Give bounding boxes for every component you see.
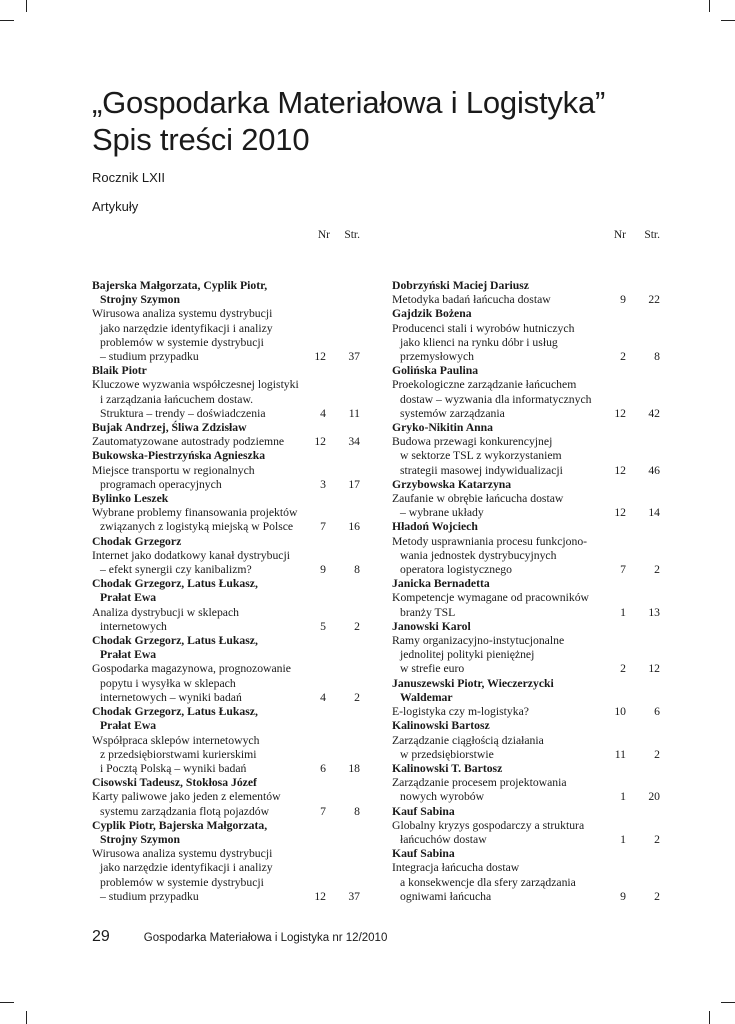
page-ref: 12 bbox=[648, 662, 660, 676]
entry-title bbox=[92, 734, 360, 777]
title-line: w strefie euro bbox=[400, 662, 465, 676]
index-entry bbox=[392, 805, 660, 848]
author-line: Chodak Grzegorz, Latus Łukasz, bbox=[92, 577, 258, 591]
title-line: Miejsce transportu w regionalnych bbox=[92, 463, 255, 477]
issue-number: 10 bbox=[614, 705, 626, 719]
author-line: Chodak Grzegorz bbox=[92, 534, 182, 548]
title-line: Zautomatyzowane autostrady podziemne bbox=[92, 435, 285, 449]
author-line: Bajerska Małgorzata, Cyplik Piotr, bbox=[92, 279, 268, 292]
title-line: z przedsiębiorstwami kurierskimi bbox=[100, 747, 257, 761]
issue-number: 12 bbox=[614, 506, 626, 520]
title-line: – studium przypadku bbox=[100, 889, 199, 903]
title-line: Analiza dystrybucji w sklepach bbox=[92, 605, 240, 619]
title-line: Ramy organizacyjno-instytucjonalne bbox=[392, 634, 565, 648]
entry-authors bbox=[392, 677, 660, 705]
crop-mark-bottom-right-h bbox=[721, 1002, 735, 1003]
entry-title bbox=[392, 293, 660, 307]
title-line: Metody usprawniania procesu funkcjono- bbox=[392, 534, 588, 548]
index-entry bbox=[92, 705, 360, 776]
entry-title bbox=[92, 847, 360, 904]
entry-numbers bbox=[286, 350, 360, 364]
title-line: i Pocztą Polską – wyniki badań bbox=[100, 761, 247, 775]
index-entry bbox=[92, 449, 360, 492]
page-ref: 11 bbox=[348, 406, 360, 420]
page-ref: 13 bbox=[648, 605, 660, 619]
entry-authors bbox=[92, 776, 360, 790]
page-ref: 16 bbox=[348, 520, 360, 534]
title-line: przemysłowych bbox=[400, 350, 474, 364]
index-column-left bbox=[92, 279, 360, 904]
entry-authors bbox=[392, 421, 660, 435]
entry-authors bbox=[392, 478, 660, 492]
entry-numbers bbox=[586, 464, 660, 478]
issue-number: 7 bbox=[320, 804, 326, 818]
entry-authors bbox=[392, 805, 660, 819]
column-header-nr: Nr bbox=[613, 229, 626, 241]
author-line: Grzybowska Katarzyna bbox=[392, 477, 512, 491]
index-entry bbox=[392, 364, 660, 421]
page-ref: 22 bbox=[648, 293, 660, 307]
title-line: systemu zarządzania flotą pojazdów bbox=[100, 804, 270, 818]
title-line: Internet jako dodatkowy kanał dystrybucji bbox=[92, 548, 290, 562]
page-ref: 46 bbox=[648, 463, 660, 477]
index-entry bbox=[92, 634, 360, 705]
entry-authors bbox=[92, 634, 360, 662]
title-line: Metodyka badań łańcucha dostaw bbox=[392, 293, 551, 307]
title-line: ogniwami łańcucha bbox=[400, 889, 492, 903]
entry-numbers bbox=[286, 762, 360, 776]
author-line: Januszewski Piotr, Wieczerzycki bbox=[392, 676, 554, 690]
entry-authors bbox=[392, 762, 660, 776]
title-line: dostaw – wyzwania dla informatycznych bbox=[400, 392, 592, 406]
entry-authors bbox=[92, 705, 360, 733]
page-ref: 20 bbox=[648, 790, 660, 804]
title-line: internetowych bbox=[100, 619, 167, 633]
title-line: Globalny kryzys gospodarczy a struktura bbox=[392, 818, 585, 832]
issue-number: 12 bbox=[614, 463, 626, 477]
entry-authors bbox=[392, 364, 660, 378]
title-line: – efekt synergii czy kanibalizm? bbox=[100, 563, 252, 577]
title-line: E-logistyka czy m-logistyka? bbox=[392, 705, 529, 719]
entry-numbers bbox=[586, 506, 660, 520]
title-line-2: Spis treści 2010 bbox=[92, 122, 310, 157]
title-line: jednolitej polityki pieniężnej bbox=[400, 648, 535, 662]
issue-number: 12 bbox=[314, 350, 326, 364]
crop-mark-bottom-left-v bbox=[26, 1011, 27, 1024]
issue-number: 4 bbox=[320, 406, 326, 420]
title-line: jako narzędzie identyfikacji i analizy bbox=[100, 861, 273, 875]
entry-title bbox=[392, 634, 660, 677]
page-ref: 14 bbox=[648, 506, 660, 520]
entry-numbers bbox=[586, 790, 660, 804]
index-entry bbox=[392, 677, 660, 720]
title-line: – wybrane układy bbox=[400, 506, 484, 520]
page-ref: 8 bbox=[354, 804, 360, 818]
author-line: Bukowska-Piestrzyńska Agnieszka bbox=[92, 449, 266, 463]
index-entry bbox=[92, 535, 360, 578]
index-entry bbox=[392, 762, 660, 805]
index-entry bbox=[92, 279, 360, 364]
issue-number: 1 bbox=[620, 832, 626, 846]
page-ref: 17 bbox=[348, 477, 360, 491]
title-line: systemów zarządzania bbox=[400, 406, 505, 420]
title-line: a konsekwencje dla sfery zarządzania bbox=[400, 875, 576, 889]
page-ref: 37 bbox=[348, 350, 360, 364]
entry-numbers bbox=[286, 478, 360, 492]
entry-title bbox=[392, 435, 660, 478]
author-line: Gajdzik Bożena bbox=[392, 307, 472, 321]
page-ref: 8 bbox=[654, 350, 660, 364]
author-line: Prałat Ewa bbox=[100, 648, 157, 662]
author-line: Strojny Szymon bbox=[100, 293, 180, 307]
author-line: Kauf Sabina bbox=[392, 804, 455, 818]
entry-numbers bbox=[286, 805, 360, 819]
entry-title bbox=[392, 819, 660, 847]
author-line: Prałat Ewa bbox=[100, 591, 157, 605]
title-line: jako narzędzie identyfikacji i analizy bbox=[100, 321, 273, 335]
title-line: jako klienci na rynku dóbr i usług bbox=[400, 335, 558, 349]
title-line: Wirusowa analiza systemu dystrybucji bbox=[92, 847, 273, 861]
issue-number: 9 bbox=[620, 889, 626, 903]
entry-numbers bbox=[586, 606, 660, 620]
title-line: łańcuchów dostaw bbox=[400, 832, 487, 846]
entry-authors bbox=[92, 421, 360, 435]
title-line: Struktura – trendy – doświadczenia bbox=[100, 406, 266, 420]
column-header-nr: Nr bbox=[317, 229, 330, 241]
entry-numbers bbox=[586, 748, 660, 762]
index-entry bbox=[92, 577, 360, 634]
author-line: Golińska Paulina bbox=[392, 364, 479, 378]
page-footer bbox=[92, 928, 387, 946]
author-line: Kauf Sabina bbox=[392, 847, 455, 861]
page-ref: 18 bbox=[348, 761, 360, 775]
entry-authors bbox=[92, 279, 360, 307]
entry-numbers bbox=[286, 520, 360, 534]
entry-title bbox=[392, 705, 660, 719]
issue-number: 11 bbox=[614, 747, 626, 761]
entry-title bbox=[392, 591, 660, 619]
page-ref: 8 bbox=[354, 563, 360, 577]
entry-numbers bbox=[286, 691, 360, 705]
entry-title bbox=[392, 535, 660, 578]
author-line: Kalinowski Bartosz bbox=[392, 719, 490, 733]
entry-numbers bbox=[586, 890, 660, 904]
crop-mark-top-right-h bbox=[721, 20, 735, 21]
entry-title bbox=[92, 435, 360, 449]
author-line: Cyplik Piotr, Bajerska Małgorzata, bbox=[92, 818, 268, 832]
title-line: związanych z logistyką miejską w Polsce bbox=[100, 520, 294, 534]
entry-numbers bbox=[586, 563, 660, 577]
page-number: 29 bbox=[92, 928, 110, 945]
title-line: Kluczowe wyzwania współczesnej logistyki bbox=[92, 378, 299, 392]
issue-number: 3 bbox=[320, 477, 326, 491]
title-line: i zarządzania łańcuchem dostaw. bbox=[100, 392, 254, 406]
author-line: Prałat Ewa bbox=[100, 719, 157, 733]
issue-number: 9 bbox=[320, 563, 326, 577]
index-entry bbox=[392, 520, 660, 577]
issue-number: 2 bbox=[620, 350, 626, 364]
title-line: Gospodarka magazynowa, prognozowanie bbox=[92, 662, 291, 676]
author-line: Bujak Andrzej, Śliwa Zdzisław bbox=[92, 421, 247, 435]
entry-title bbox=[392, 322, 660, 365]
page-ref: 2 bbox=[354, 690, 360, 704]
entry-numbers bbox=[586, 833, 660, 847]
index-column-right bbox=[392, 279, 660, 904]
title-line: popytu i wysyłka w sklepach bbox=[100, 676, 236, 690]
title-line: operatora logistycznego bbox=[400, 563, 512, 577]
title-line: branży TSL bbox=[400, 605, 456, 619]
issue-number: 12 bbox=[614, 406, 626, 420]
title-line: – studium przypadku bbox=[100, 350, 199, 364]
column-header-str: Str. bbox=[644, 229, 660, 241]
author-line: Bylinko Leszek bbox=[92, 492, 169, 506]
entry-title bbox=[92, 606, 360, 634]
entry-numbers bbox=[586, 705, 660, 719]
index-entry bbox=[392, 620, 660, 677]
volume-label: Rocznik LXII bbox=[92, 170, 165, 185]
index-entry bbox=[92, 364, 360, 421]
title-line: Integracja łańcucha dostaw bbox=[392, 861, 520, 875]
issue-number: 4 bbox=[320, 690, 326, 704]
entry-authors bbox=[92, 535, 360, 549]
page-ref: 2 bbox=[354, 619, 360, 633]
entry-title bbox=[92, 790, 360, 818]
title-line: Budowa przewagi konkurencyjnej bbox=[392, 435, 553, 449]
author-line: Janowski Karol bbox=[392, 619, 471, 633]
title-line: Zarządzanie ciągłością działania bbox=[392, 733, 544, 747]
index-entry bbox=[92, 492, 360, 535]
crop-mark-top-left-h bbox=[0, 20, 14, 21]
issue-number: 12 bbox=[314, 889, 326, 903]
author-line: Blaik Piotr bbox=[92, 364, 147, 378]
entry-title bbox=[92, 506, 360, 534]
entry-numbers bbox=[286, 407, 360, 421]
author-line: Janicka Bernadetta bbox=[392, 577, 490, 591]
title-line: Współpraca sklepów internetowych bbox=[92, 733, 260, 747]
title-line: nowych wyrobów bbox=[400, 790, 485, 804]
entry-numbers bbox=[586, 407, 660, 421]
entry-title bbox=[392, 861, 660, 904]
crop-mark-bottom-left-h bbox=[0, 1002, 14, 1003]
author-line: Hładoń Wojciech bbox=[392, 520, 478, 534]
entry-numbers bbox=[286, 563, 360, 577]
issue-number: 1 bbox=[620, 605, 626, 619]
issue-number: 1 bbox=[620, 790, 626, 804]
page-ref: 6 bbox=[654, 705, 660, 719]
entry-authors bbox=[92, 364, 360, 378]
index-entry bbox=[392, 577, 660, 620]
crop-mark-top-left-v bbox=[26, 0, 27, 12]
author-line: Cisowski Tadeusz, Stokłosa Józef bbox=[92, 776, 257, 790]
title-line: Zarządzanie procesem projektowania bbox=[392, 776, 567, 790]
entry-title bbox=[92, 464, 360, 492]
issue-number: 12 bbox=[314, 435, 326, 449]
entry-authors bbox=[392, 520, 660, 534]
index-entry bbox=[392, 421, 660, 478]
page-ref: 2 bbox=[654, 832, 660, 846]
entry-numbers bbox=[586, 293, 660, 307]
entry-authors bbox=[392, 847, 660, 861]
entry-numbers bbox=[586, 350, 660, 364]
issue-number: 5 bbox=[320, 619, 326, 633]
entry-authors bbox=[392, 719, 660, 733]
author-line: Gryko-Nikitin Anna bbox=[392, 421, 493, 435]
page-ref: 34 bbox=[348, 435, 360, 449]
author-line: Chodak Grzegorz, Latus Łukasz, bbox=[92, 705, 258, 719]
page-ref: 42 bbox=[648, 406, 660, 420]
entry-numbers bbox=[286, 890, 360, 904]
entry-authors bbox=[392, 577, 660, 591]
crop-mark-bottom-right-v bbox=[709, 1011, 710, 1024]
entry-title bbox=[392, 776, 660, 804]
issue-number: 9 bbox=[620, 293, 626, 307]
title-line: Proekologiczne zarządzanie łańcuchem bbox=[392, 378, 577, 392]
author-line: Dobrzyński Maciej Dariusz bbox=[392, 279, 529, 292]
index-entry bbox=[392, 307, 660, 364]
entry-title bbox=[92, 378, 360, 421]
entry-authors bbox=[92, 492, 360, 506]
index-entry bbox=[92, 421, 360, 449]
index-entry bbox=[392, 279, 660, 307]
entry-numbers bbox=[286, 435, 360, 449]
title-line-1: „Gospodarka Materiałowa i Logistyka” bbox=[92, 85, 606, 120]
page-ref: 2 bbox=[654, 889, 660, 903]
entry-authors bbox=[392, 279, 660, 293]
entry-title bbox=[92, 662, 360, 705]
title-line: Wybrane problemy finansowania projektów bbox=[92, 506, 298, 520]
index-entry bbox=[392, 719, 660, 762]
title-line: Kompetencje wymagane od pracowników bbox=[392, 591, 589, 605]
issue-number: 7 bbox=[320, 520, 326, 534]
entry-title bbox=[392, 492, 660, 520]
journal-name: Gospodarka Materiałowa i Logistyka nr 12/2010 bbox=[143, 932, 388, 944]
author-line: Waldemar bbox=[400, 690, 453, 704]
entry-authors bbox=[92, 577, 360, 605]
entry-authors bbox=[92, 449, 360, 463]
title-line: programach operacyjnych bbox=[100, 477, 222, 491]
issue-number: 7 bbox=[620, 563, 626, 577]
author-line: Kalinowski T. Bartosz bbox=[392, 761, 503, 775]
entry-title bbox=[392, 378, 660, 421]
entry-title bbox=[392, 734, 660, 762]
entry-numbers bbox=[586, 662, 660, 676]
index-entry bbox=[392, 847, 660, 904]
index-entry bbox=[392, 478, 660, 521]
title-line: internetowych – wyniki badań bbox=[100, 690, 242, 704]
title-line: wania jednostek dystrybucyjnych bbox=[400, 548, 557, 562]
issue-number: 2 bbox=[620, 662, 626, 676]
title-line: w sektorze TSL z wykorzystaniem bbox=[400, 449, 562, 463]
page-ref: 2 bbox=[654, 563, 660, 577]
entry-title bbox=[92, 549, 360, 577]
entry-numbers bbox=[286, 620, 360, 634]
issue-number: 6 bbox=[320, 761, 326, 775]
title-line: w przedsiębiorstwie bbox=[400, 747, 494, 761]
crop-mark-top-right-v bbox=[709, 0, 710, 12]
title-line: Zaufanie w obrębie łańcucha dostaw bbox=[392, 492, 564, 506]
index-entry bbox=[92, 776, 360, 819]
title-line: Producenci stali i wyrobów hutniczych bbox=[392, 321, 575, 335]
author-line: Chodak Grzegorz, Latus Łukasz, bbox=[92, 634, 258, 648]
section-heading: Artykuły bbox=[92, 199, 139, 214]
entry-authors bbox=[92, 819, 360, 847]
index-entry bbox=[92, 819, 360, 904]
page-ref: 37 bbox=[348, 889, 360, 903]
entry-authors bbox=[392, 307, 660, 321]
entry-title bbox=[92, 307, 360, 364]
title-line: strategii masowej indywidualizacji bbox=[400, 463, 563, 477]
title-line: problemów w systemie dystrybucji bbox=[100, 875, 264, 889]
page-title bbox=[92, 84, 605, 158]
title-line: problemów w systemie dystrybucji bbox=[100, 335, 264, 349]
column-header-str: Str. bbox=[344, 229, 360, 241]
entry-authors bbox=[392, 620, 660, 634]
title-line: Karty paliwowe jako jeden z elementów bbox=[92, 790, 281, 804]
title-line: Wirusowa analiza systemu dystrybucji bbox=[92, 307, 273, 321]
page-ref: 2 bbox=[654, 747, 660, 761]
author-line: Strojny Szymon bbox=[100, 832, 180, 846]
